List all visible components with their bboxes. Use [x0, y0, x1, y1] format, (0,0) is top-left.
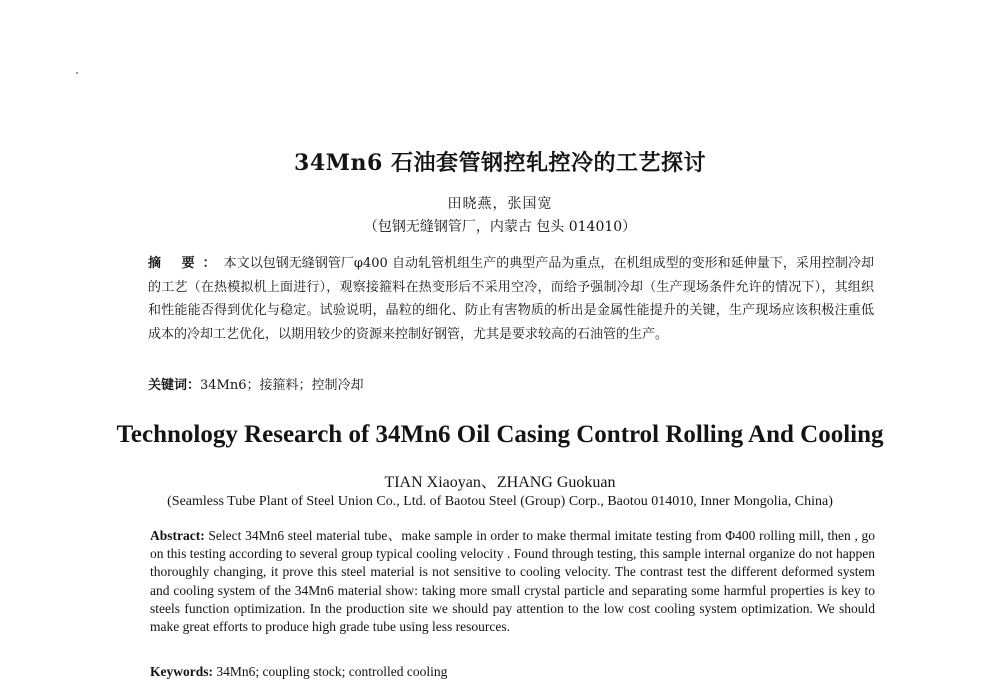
- chinese-abstract-label: 摘 要：: [148, 256, 224, 271]
- english-keywords-text: 34Mn6; coupling stock; controlled cooling: [216, 664, 448, 679]
- english-abstract-label: Abstract:: [150, 528, 205, 543]
- scan-speck: [76, 72, 78, 74]
- chinese-keywords: [148, 374, 874, 393]
- english-authors: TIAN Xiaoyan、ZHANG Guokuan: [384, 474, 616, 491]
- chinese-authors: 田晓燕，张国宽: [447, 196, 553, 212]
- english-affiliation: (Seamless Tube Plant of Steel Union Co., Ltd. of Baotou Steel (Group) Corp., Baotou 014010, Inner Mongolia, China): [167, 494, 833, 509]
- chinese-abstract: [148, 252, 874, 346]
- english-abstract-text: Select 34Mn6 steel material tube、make sample in order to make thermal imitate testing from Φ400 rolling mill, then , go on this testing according to several group typical cooling velocity . Found through testing, this sample internal organize do not happen thoroughly changing, it prove this steel material is not sensitive to cooling velocity. The contrast test the different deformed system and cooling system of the 34Mn6 material show: taking more small crystal particle and separating some harmful properties is key to steels function optimization. In the production site we should pay attention to the low cost cooling system optimization. We should make great efforts to produce high grade tube using less resources.: [150, 528, 876, 635]
- chinese-keywords-label: 关键词：: [148, 378, 201, 393]
- chinese-keywords-text: 34Mn6；接箍料；控制冷却: [200, 378, 364, 393]
- english-title: Technology Research of 34Mn6 Oil Casing Control Rolling And Cooling: [116, 421, 884, 448]
- chinese-title: 34Mn6 石油套管钢控轧控冷的工艺探讨: [294, 150, 706, 176]
- english-keywords-label: Keywords:: [150, 664, 213, 679]
- chinese-abstract-text: 本文以包钢无缝钢管厂φ400 自动轧管机组生产的典型产品为重点，在机组成型的变形和延伸量下，采用控制冷却的工艺（在热模拟机上面进行），观察接箍料在热变形后不采用空冷，而给予强制冷却（生产现场条件允许的情况下），其组织和性能能否得到优化与稳定。试验说明，晶粒的细化、防止有害物质的析出是金属性能提升的关键，生产现场应该积极注重低成本的冷却工艺优化，以期用较少的资源来控制好钢管，尤其是要求较高的石油管的生产。: [148, 256, 874, 342]
- chinese-affiliation: （包钢无缝钢管厂，内蒙古 包头 014010）: [363, 219, 637, 235]
- english-keywords: [150, 664, 875, 680]
- english-abstract: [150, 527, 875, 636]
